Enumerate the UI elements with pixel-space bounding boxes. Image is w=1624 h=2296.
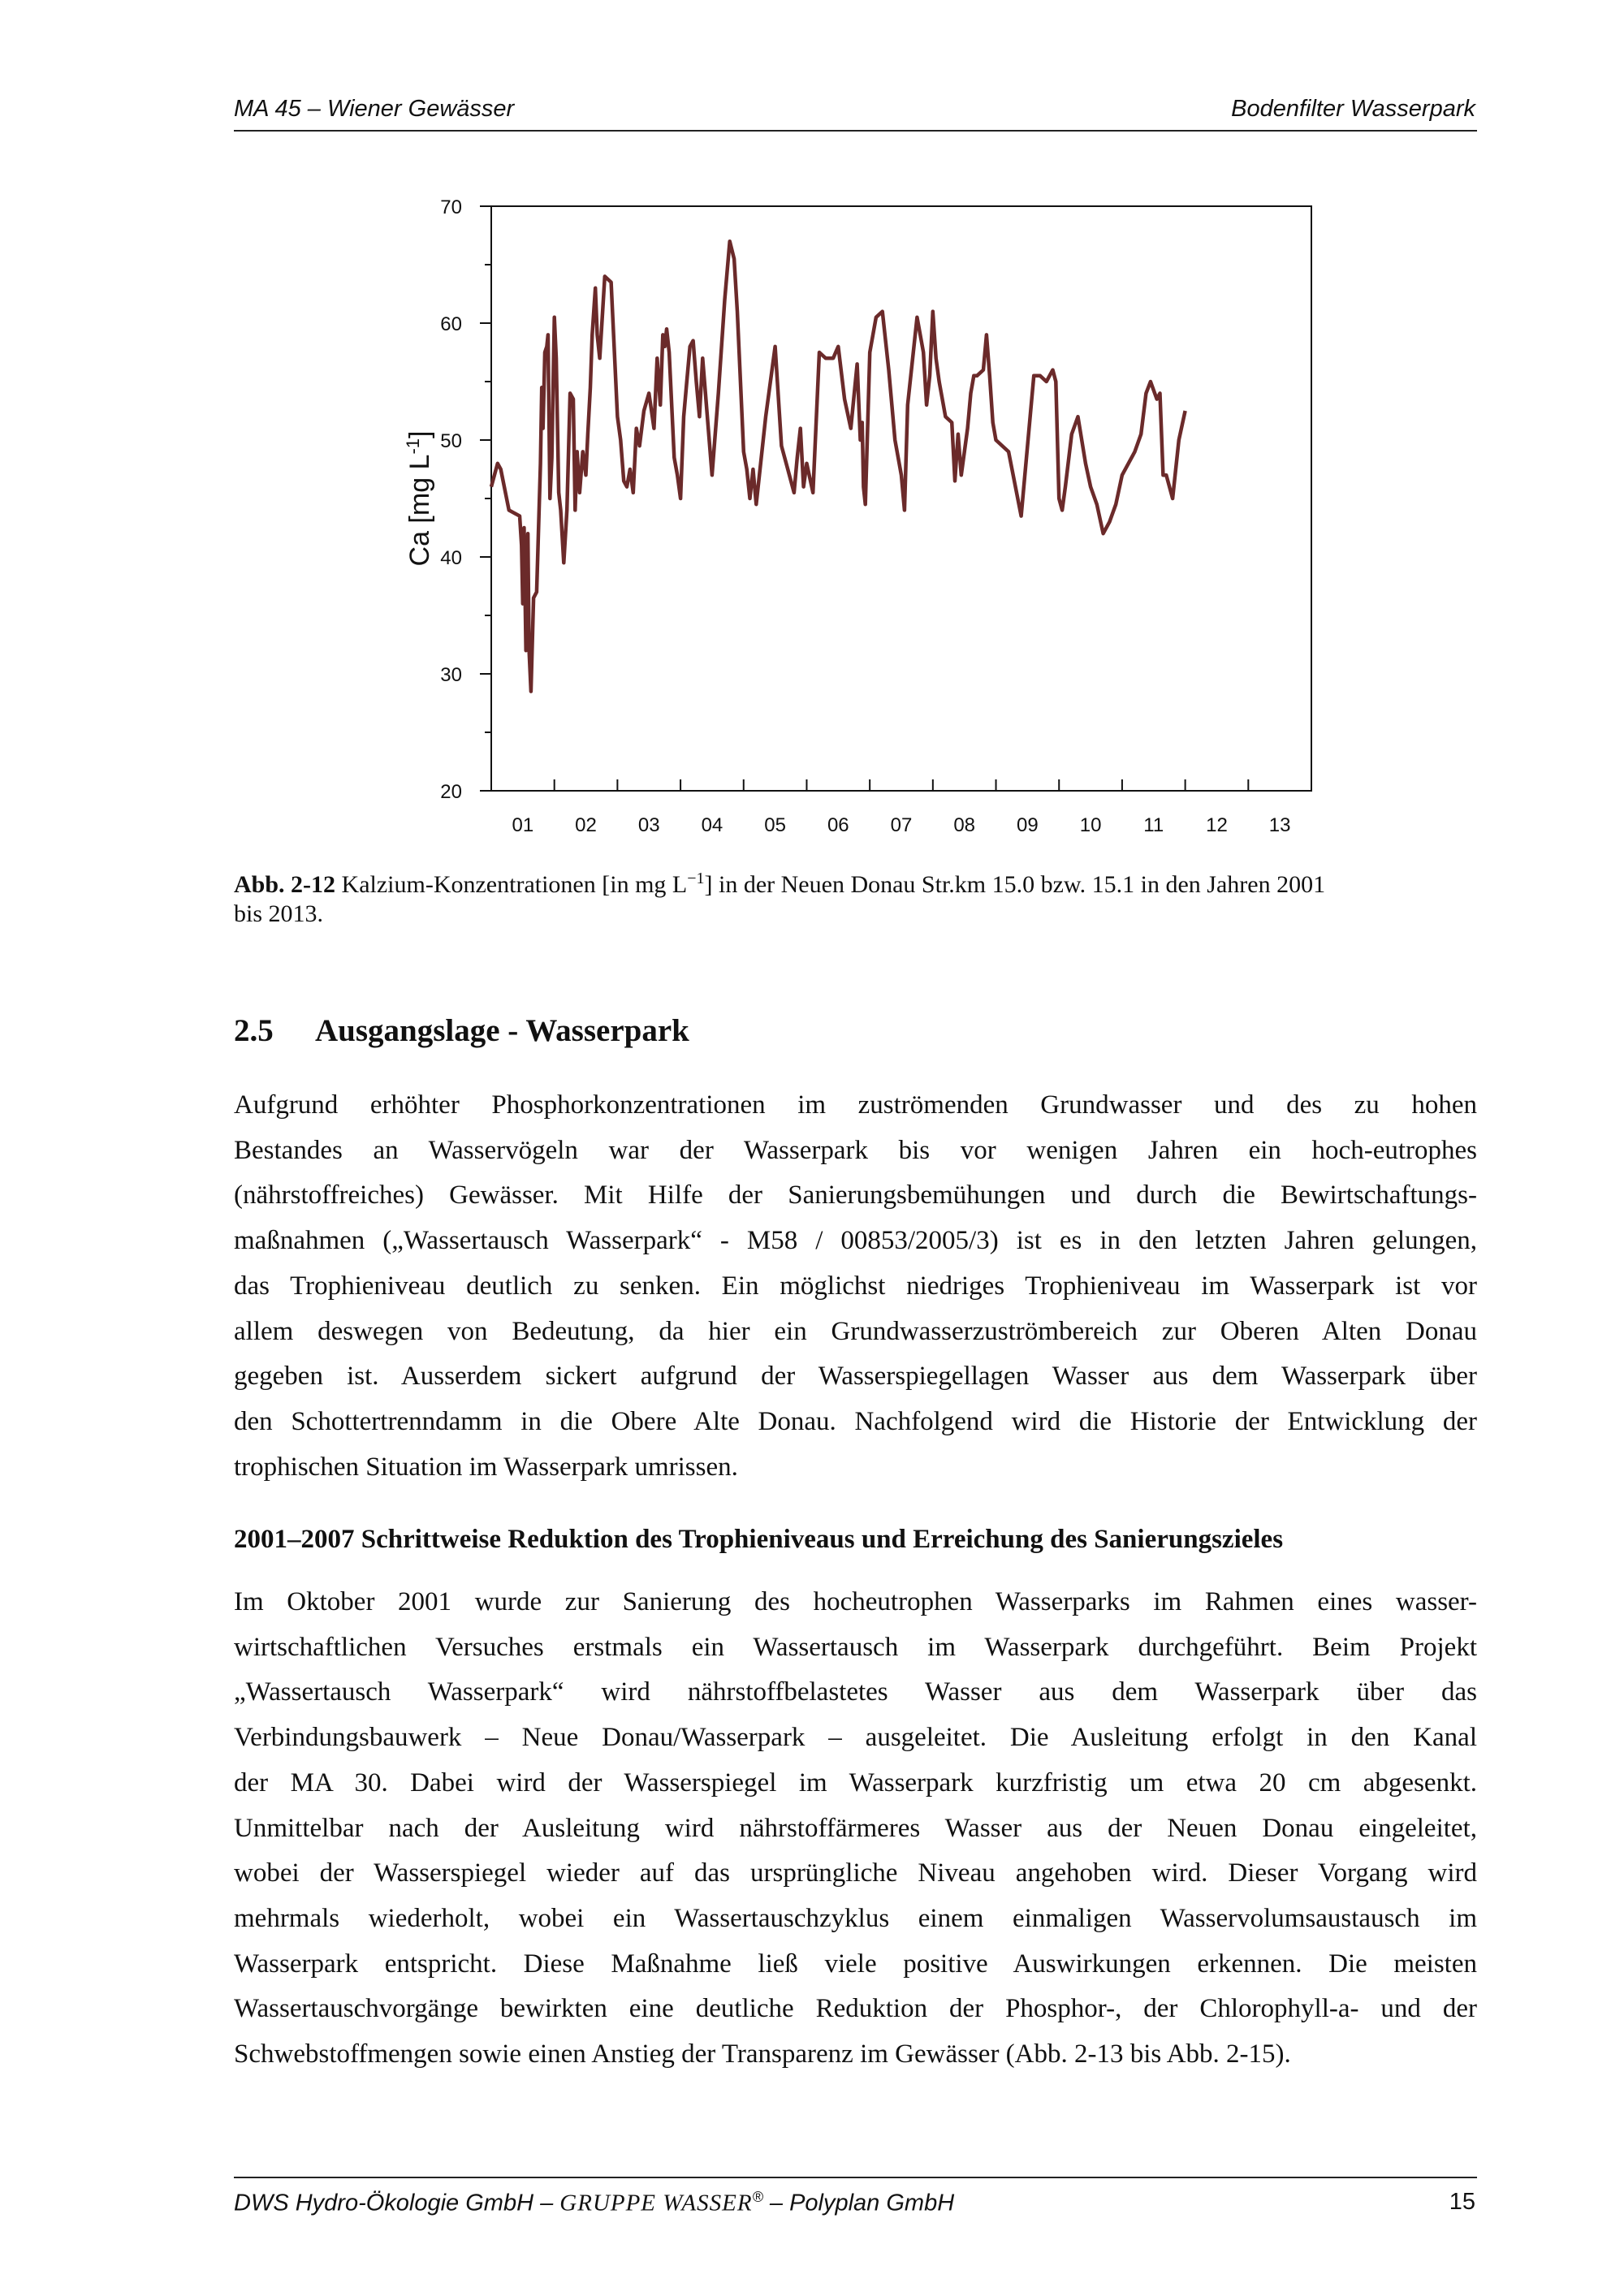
text-line: Unmittelbar nach der Ausleitung wird nährstoffärmeres Wasser aus der Neuen Donau eingeleitet,	[234, 1813, 1477, 1843]
footer-rule	[234, 2177, 1477, 2178]
y-axis-ticks	[440, 196, 491, 803]
text-line: Schwebstoffmengen sowie einen Anstieg der Transparenz im Gewässer (Abb. 2-13 bis Abb. 2-15).	[234, 2039, 1291, 2069]
text-line: maßnahmen („Wassertausch Wasserpark“ - M58 / 00853/2005/3) ist es in den letzten Jahren gelungen,	[234, 1226, 1477, 1256]
x-tick-label: 01	[512, 814, 534, 836]
text-line: den Schottertrenndamm in die Obere Alte Donau. Nachfolgend wird die Historie der Entwicklung der	[234, 1406, 1477, 1436]
y-axis-label: Ca [mg $L^{-1}$]	[403, 430, 435, 567]
header-right: Bodenfilter Wasserpark	[1231, 96, 1475, 122]
page-number: 15	[1449, 2189, 1475, 2215]
x-tick-label: 08	[953, 814, 976, 836]
text-line: allem deswegen von Bedeutung, da hier ein Grundwasserzuströmbereich zur Oberen Alten Donau	[234, 1316, 1477, 1346]
calcium-series-line	[491, 241, 1186, 691]
text-line: Im Oktober 2001 wurde zur Sanierung des hocheutrophen Wasserparks im Rahmen eines wasser-	[234, 1587, 1477, 1616]
x-tick-label: 12	[1206, 814, 1228, 836]
y-tick-label: 30	[440, 664, 462, 686]
y-tick-label: 40	[440, 547, 462, 569]
text-line: Bestandes an Wasservögeln war der Wasserpark bis vor wenigen Jahren ein hoch-eutrophes	[234, 1135, 1477, 1165]
subheading-2001-2007: 2001–2007 Schrittweise Reduktion des Trophieniveaus und Erreichung des Sanierungszieles	[234, 1525, 1284, 1554]
text-line: Wassertauschvorgänge bewirkten eine deutliche Reduktion der Phosphor-, der Chlorophyll-a- und der	[234, 1994, 1477, 2024]
x-tick-label: 09	[1017, 814, 1039, 836]
text-line: das Trophieniveau deutlich zu senken. Ein möglichst niedriges Trophieniveau im Wasserpark ist vor	[234, 1271, 1477, 1301]
x-tick-label: 02	[575, 814, 597, 836]
text-line: trophischen Situation im Wasserpark umrissen.	[234, 1452, 738, 1482]
x-tick-label: 06	[827, 814, 849, 836]
figure-caption: Abb. 2-12 Kalzium-Konzentrationen [in mg $L^{-1}$] in der Neuen Donau Str.km 15.0 bzw. 15.1 in den Jahren 2001 bis 2013.	[234, 870, 1326, 927]
x-tick-label: 13	[1268, 814, 1291, 836]
text-line: (nährstoffreiches) Gewässer. Mit Hilfe der Sanierungsbemühungen und durch die Bewirtschaftungs-	[234, 1180, 1477, 1211]
x-axis-ticks	[491, 779, 1311, 836]
x-tick-label: 04	[701, 814, 723, 836]
plot-frame	[491, 206, 1311, 791]
text-line: Verbindungsbauwerk – Neue Donau/Wasserpark – ausgeleitet. Die Ausleitung erfolgt in den Kanal	[234, 1723, 1477, 1753]
text-line: mehrmals wiederholt, wobei ein Wassertauschzyklus einem einmaligen Wasservolumsaustausch im	[234, 1903, 1477, 1933]
section-heading: 2.5 Ausgangslage - Wasserpark	[234, 1013, 689, 1048]
paragraph-2001-2007	[234, 1580, 1477, 2078]
footer-left: DWS Hydro-Ökologie GmbH – GRUPPE WASSER® – Polyplan GmbH	[234, 2189, 955, 2216]
text-line: der MA 30. Dabei wird der Wasserspiegel im Wasserpark kurzfristig um etwa 20 cm abgesenkt.	[234, 1767, 1477, 1798]
x-tick-label: 05	[764, 814, 786, 836]
text-line: Wasserpark entspricht. Diese Maßnahme ließ viele positive Auswirkungen erkennen. Die meisten	[234, 1949, 1477, 1979]
y-tick-label: 20	[440, 781, 462, 803]
header-left: MA 45 – Wiener Gewässer	[234, 96, 515, 122]
y-tick-label: 50	[440, 430, 462, 452]
x-tick-label: 10	[1079, 814, 1102, 836]
text-line: „Wassertausch Wasserpark“ wird nährstoffbelastetes Wasser aus dem Wasserpark über das	[234, 1677, 1477, 1707]
text-line: wobei der Wasserspiegel wieder auf das ursprüngliche Niveau angehoben wird. Dieser Vorgang wird	[234, 1858, 1477, 1888]
y-tick-label: 70	[440, 196, 462, 218]
paragraph-ausgangslage	[234, 1083, 1477, 1490]
text-line: Aufgrund erhöhter Phosphorkonzentrationen im zuströmenden Grundwasser und des zu hohen	[234, 1090, 1477, 1120]
caption-label: Abb. 2-12	[234, 871, 336, 898]
x-tick-label: 03	[637, 814, 660, 836]
x-tick-label: 11	[1143, 814, 1164, 836]
y-tick-label: 60	[440, 313, 462, 335]
calcium-chart	[0, 0, 1624, 861]
x-tick-label: 07	[890, 814, 913, 836]
text-line: gegeben ist. Ausserdem sickert aufgrund der Wasserspiegellagen Wasser aus dem Wasserpark über	[234, 1362, 1477, 1392]
text-line: wirtschaftlichen Versuches erstmals ein Wassertausch im Wasserpark durchgeführt. Beim Projekt	[234, 1632, 1477, 1662]
